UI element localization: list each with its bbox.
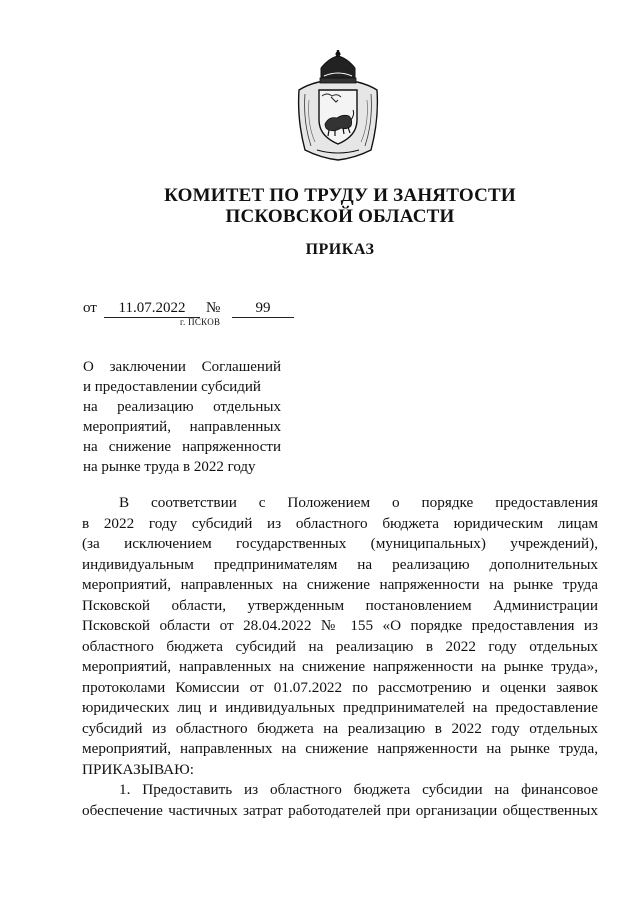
order-keyword: ПРИКАЗЫВАЮ: [82, 760, 194, 778]
subject-line: О заключении Соглашений [83, 359, 281, 375]
subject-line: мероприятий, направленных [83, 419, 281, 435]
body-line: мероприятий, направленных на снижение напряженности на рынке труда, [82, 740, 598, 757]
subject-line: на снижение напряженности [83, 439, 281, 455]
body-line: индивидуальным предпринимателям на реализацию дополнительных [82, 555, 598, 573]
body-line: юридических лиц и индивидуальных предпринимателей на предоставление [82, 699, 598, 716]
organization-name-line-2: ПСКОВСКОЙ ОБЛАСТИ [225, 206, 455, 227]
body-line: в 2022 году субсидий из областного бюджета юридическим лицам [82, 514, 598, 532]
city-label: г. ПСКОВ [180, 317, 221, 327]
body-line: Псковской области, утвержденным постановлением Администрации [82, 596, 598, 614]
date-label: от [83, 300, 97, 316]
body-line: В соответствии с Положением о порядке предоставления [119, 494, 598, 511]
body-line: мероприятий, направленных на снижение напряженности на рынке труда [82, 576, 598, 593]
coat-of-arms-emblem [291, 50, 385, 162]
subject-line: на рынке труда в 2022 году [83, 459, 256, 475]
body-line: 1. Предоставить из областного бюджета субсидии на финансовое [119, 781, 598, 798]
document-type-title: ПРИКАЗ [305, 241, 375, 258]
document-date: 11.07.2022 [104, 300, 200, 318]
document-body [82, 493, 598, 821]
document-number: 99 [232, 300, 294, 318]
subject-line: на реализацию отдельных [83, 399, 281, 415]
number-label: № [206, 300, 221, 316]
body-line: протоколами Комиссии от 01.07.2022 по рассмотрению и оценки заявок [82, 678, 598, 696]
document-subject [83, 357, 281, 477]
subject-line: и предоставлении субсидий [83, 379, 261, 395]
body-line: обеспечение частичных затрат работодателей при организации общественных [82, 801, 598, 819]
organization-name-line-1: КОМИТЕТ ПО ТРУДУ И ЗАНЯТОСТИ [164, 185, 516, 206]
body-line: (за исключением государственных (муниципальных) учреждений), [82, 535, 598, 552]
body-line: мероприятий, направленных на снижение напряженности на рынке труда», [82, 658, 598, 675]
body-line: Псковской области от 28.04.2022 № 155 «О порядке предоставления из [82, 617, 598, 634]
body-line: областного бюджета субсидий на реализацию в 2022 году отдельных [82, 637, 598, 655]
body-line: субсидий из областного бюджета на реализацию в 2022 году отдельных [82, 719, 598, 737]
